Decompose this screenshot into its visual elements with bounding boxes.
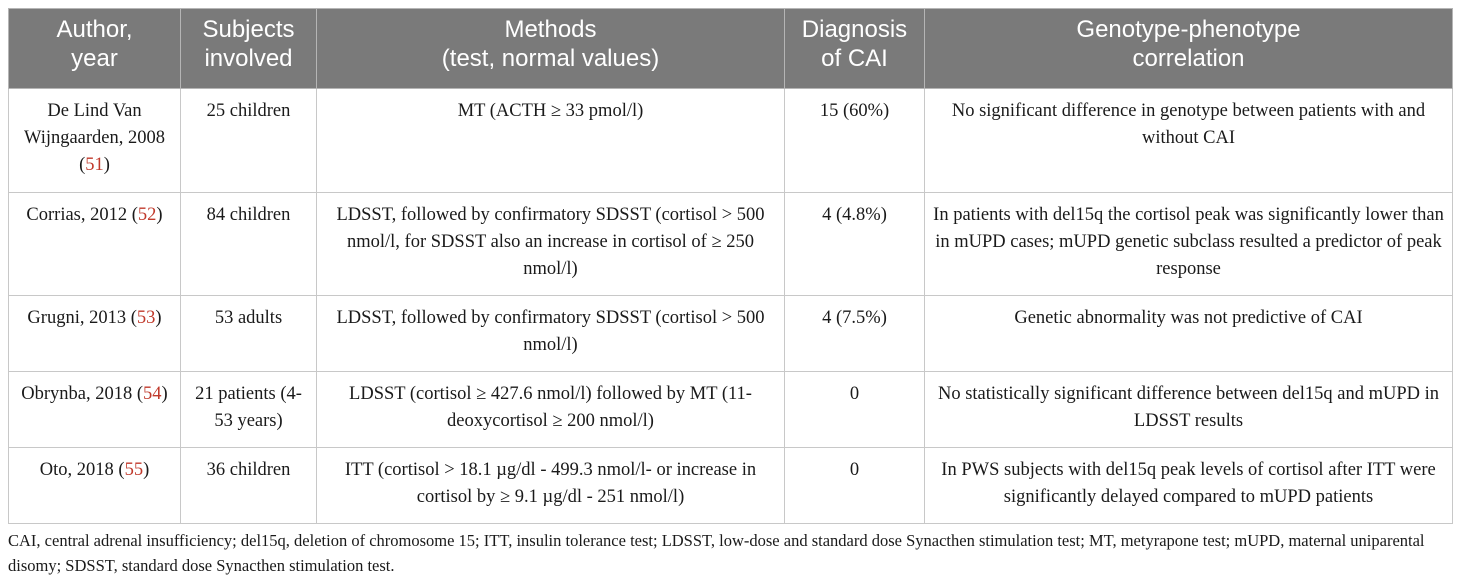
citation-link[interactable]: 55 <box>124 460 144 480</box>
header-correlation-line1: Genotype-phenotype <box>1076 16 1301 43</box>
header-diagnosis-line1: Diagnosis <box>801 16 908 43</box>
cell-subjects: 25 children <box>181 89 317 193</box>
header-subjects <box>181 9 317 89</box>
cell-methods: MT (ACTH ≥ 33 pmol/l) <box>317 89 785 193</box>
cell-subjects: 53 adults <box>181 296 317 372</box>
header-author-year-line2: year <box>71 45 118 72</box>
cell-correlation: Genetic abnormality was not predictive of CAI <box>925 296 1453 372</box>
cell-subjects: 36 children <box>181 448 317 524</box>
header-author-year <box>9 9 181 89</box>
header-author-year-line1: Author, <box>56 16 133 43</box>
cell-author: De Lind Van Wijngaarden, 2008 (51) <box>9 89 181 193</box>
cell-diagnosis: 4 (7.5%) <box>785 296 925 372</box>
cell-correlation: In PWS subjects with del15q peak levels of cortisol after ITT were significantly delayed compared to mUPD patients <box>925 448 1453 524</box>
header-correlation <box>925 9 1453 89</box>
header-subjects-line2: involved <box>204 45 293 72</box>
header-methods-line1: Methods <box>504 16 597 43</box>
header-diagnosis-line2: of CAI <box>821 45 888 72</box>
cell-author: Corrias, 2012 (52) <box>9 193 181 296</box>
cell-author: Grugni, 2013 (53) <box>9 296 181 372</box>
cell-author: Obrynba, 2018 (54) <box>9 372 181 448</box>
cell-correlation: No significant difference in genotype between patients with and without CAI <box>925 89 1453 193</box>
author-text: Grugni, 2013 <box>27 308 127 328</box>
citation-link[interactable]: 51 <box>85 155 104 175</box>
header-methods-line2: (test, normal values) <box>441 45 660 72</box>
author-text: De Lind Van Wijngaarden, 2008 <box>23 101 166 148</box>
cell-diagnosis: 0 <box>785 448 925 524</box>
author-text: Oto, 2018 <box>39 460 114 480</box>
table-row <box>9 193 1453 296</box>
header-subjects-line1: Subjects <box>202 16 295 43</box>
header-diagnosis <box>785 9 925 89</box>
cell-diagnosis: 15 (60%) <box>785 89 925 193</box>
author-text: Corrias, 2012 <box>26 205 128 225</box>
cell-diagnosis: 4 (4.8%) <box>785 193 925 296</box>
table-row <box>9 89 1453 193</box>
citation-link[interactable]: 54 <box>143 384 162 404</box>
header-correlation-line2: correlation <box>1132 45 1245 72</box>
citation-link[interactable]: 53 <box>136 308 156 328</box>
studies-table <box>8 8 1453 524</box>
cell-author: Oto, 2018 (55) <box>9 448 181 524</box>
table-row <box>9 372 1453 448</box>
cell-methods: LDSST, followed by confirmatory SDSST (cortisol > 500 nmol/l, for SDSST also an increase in cortisol of ≥ 250 nmol/l) <box>317 193 785 296</box>
citation-link[interactable]: 52 <box>137 205 157 225</box>
cell-methods: LDSST (cortisol ≥ 427.6 nmol/l) followed by MT (11-deoxycortisol ≥ 200 nmol/l) <box>317 372 785 448</box>
cell-correlation: No statistically significant difference between del15q and mUPD in LDSST results <box>925 372 1453 448</box>
cell-correlation: In patients with del15q the cortisol peak was significantly lower than in mUPD cases; mUPD genetic subclass resulted a predictor of peak response <box>925 193 1453 296</box>
cell-methods: ITT (cortisol > 18.1 µg/dl - 499.3 nmol/l- or increase in cortisol by ≥ 9.1 µg/dl - 251 nmol/l) <box>317 448 785 524</box>
table-row <box>9 448 1453 524</box>
cell-methods: LDSST, followed by confirmatory SDSST (cortisol > 500 nmol/l) <box>317 296 785 372</box>
cell-subjects: 84 children <box>181 193 317 296</box>
table-row <box>9 296 1453 372</box>
author-text: Obrynba, 2018 <box>21 384 133 404</box>
header-methods <box>317 9 785 89</box>
cell-subjects: 21 patients (4-53 years) <box>181 372 317 448</box>
table-footnote: CAI, central adrenal insufficiency; del15q, deletion of chromosome 15; ITT, insulin tolerance test; LDSST, low-dose and standard dose Synacthen stimulation test; MT, metyrapone test; mUPD, maternal uniparental disomy; SDSST, standard dose Synacthen stimulation test. <box>8 531 1425 575</box>
header-row <box>9 9 1453 89</box>
cell-diagnosis: 0 <box>785 372 925 448</box>
